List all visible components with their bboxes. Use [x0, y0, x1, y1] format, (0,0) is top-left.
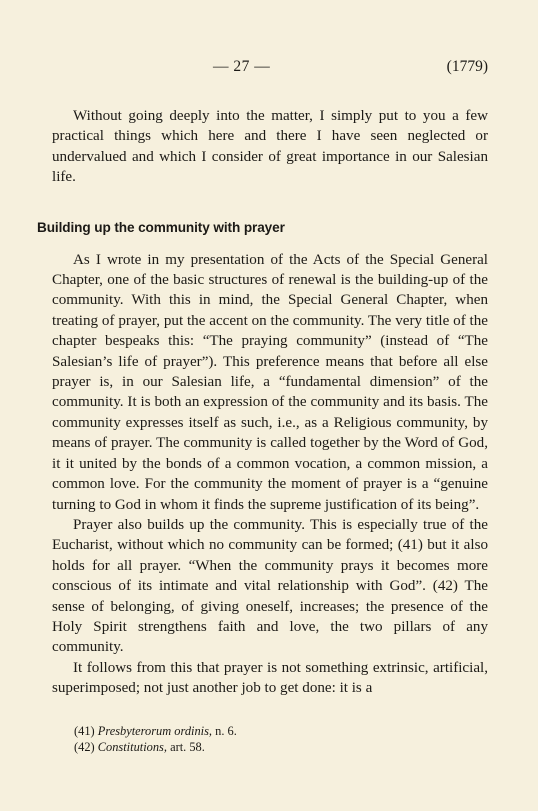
intro-paragraph: Without going deeply into the matter, I simply put to you a few practical things which here and there I have seen neglected or undervalued and which I consider of great importance in our Salesian life.: [52, 108, 488, 186]
reference-number: (1779): [446, 58, 488, 75]
footnote: [74, 739, 488, 755]
footnote-marker: (41): [74, 723, 95, 738]
body-paragraph: Prayer also builds up the community. This is especially true of the Eucharist, without which no community can be formed; (41) but it also holds for all prayer. “When the community prays it becomes more conscious of its intimate and vital relationship with God”. (42) The sense of belonging, of giving oneself, increases; the presence of the Holy Spirit strengthens faith and love, the two pillars of any community.: [52, 516, 488, 656]
footnote: [74, 723, 488, 739]
body-paragraph: It follows from this that prayer is not something extrinsic, artificial, superimposed; not just another job to get done: it is a: [52, 659, 488, 697]
footnote-detail: n. 6.: [215, 723, 237, 738]
page-header: [52, 58, 488, 80]
book-page: [37, 58, 488, 755]
footnote-marker: (42): [74, 739, 95, 754]
footnote-source: Presbyterorum ordinis,: [97, 723, 213, 738]
footnote-detail: art. 58.: [170, 739, 205, 754]
footnotes: [52, 723, 488, 755]
footnote-source: Constitutions,: [97, 739, 167, 754]
section-heading: Building up the community with prayer: [37, 219, 285, 235]
body-paragraph: As I wrote in my presentation of the Acts of the Special General Chapter, one of the basic structures of renewal is the building-up of the community. With this in mind, the Special General Chapter, when treating of prayer, put the accent on the community. The very title of the chapter bespeaks this: “The praying community” (instead of “The Salesian’s life of prayer”). This preference means that before all else prayer is, in our Salesian life, a “fundamental dimension” of the community. It is both an expression of the community and its basis. The community expresses itself as such, i.e., as a Religious community, by means of prayer. The community is called together by the Word of God, it it united by the bonds of a common vocation, a common mission, a common love. For the community the moment of prayer is a “genuine turning to God in whom it finds the supreme justification of its being”.: [52, 251, 488, 513]
page-number: — 27 —: [213, 58, 271, 75]
